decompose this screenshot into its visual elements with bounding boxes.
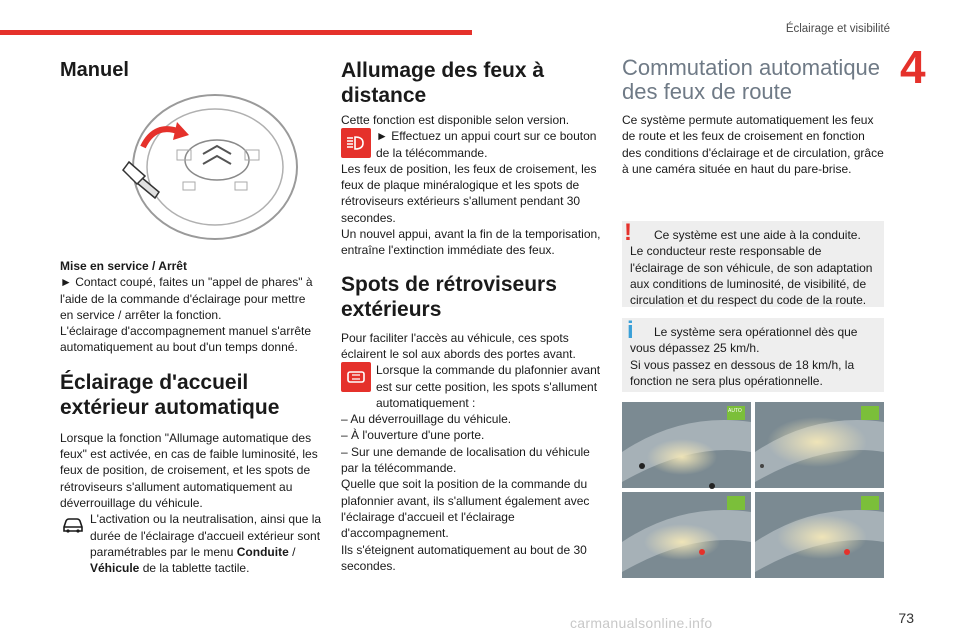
remote-button-note [341,128,606,161]
heading-eclairage-accueil: Éclairage d'accueil extérieur automatique [60,370,280,419]
car-icon [60,513,86,543]
auto-badge-label: AUTO [728,408,742,414]
warning-text: Ce système est une aide à la conduite. Le conducteur reste responsable de l'éclairage de son véhicule, de son adaptation aux conditions de luminosité, de visibilité, de circulation et du respect du code de la route. [630,228,873,308]
paragraph: ► Effectuez un appui court sur ce bouton de la télécommande. [376,129,597,160]
paragraph: Ils s'éteignent automatiquement au bout de 30 secondes. [341,542,587,573]
paragraph: Pour faciliter l'accès au véhicule, ces spots éclairent le sol aux abords des portes avant. [341,330,576,361]
warning-icon: ! [624,219,632,246]
paragraph: Lorsque la fonction "Allumage automatique des feux" est activée, en cas de faible luminosité, les feux de position, de croisement, et les spots de rétroviseurs s'allument automatiquement au déverrouillage du véhicule. [60,430,318,510]
heading-manuel: Manuel [60,59,129,81]
info-text: Le système sera opérationnel dès que vous dépassez 25 km/h. [630,325,858,356]
paragraph: Un nouvel appui, avant la fin de la temporisation, entraîne l'extinction immédiate des feux. [341,227,601,258]
headlight-road-illustration [622,402,884,578]
watermark: carmanualsonline.info [570,615,713,631]
warning-note [622,221,884,307]
paragraph: Quelle que soit la position de la commande du plafonnier avant, ils s'allument également avec l'éclairage d'accueil et l'éclairage d'accompagnement. [341,477,590,541]
text-span: / [288,544,296,559]
header-accent-bar [0,30,472,35]
menu-conduite: Conduite [236,544,289,559]
paragraph: Lorsque la commande du plafonnier avant est sur cette position, les spots s'allument automatiquement : [376,363,601,410]
info-note [622,318,884,392]
page-number: 73 [898,610,914,626]
setting-note [60,511,322,576]
heading-allumage-distance: Allumage des feux à distance [341,59,545,107]
column-3 [622,56,884,177]
column-2 [341,58,606,574]
paragraph: Ce système permute automatiquement les feux de route et les feux de croisement en fonction des conditions d'éclairage et de circulation, grâce à une caméra située en haut du pare-brise. [622,113,884,176]
list-item: – Au déverrouillage du véhicule. [341,412,512,427]
info-text: Si vous passez en dessous de 18 km/h, la fonction ne sera plus opérationnelle. [630,357,855,388]
subhead-mise-en-service: Mise en service / Arrêt [60,259,187,273]
menu-vehicule: Véhicule [90,561,140,576]
paragraph: Cette fonction est disponible selon version. [341,113,570,127]
paragraph: ► Contact coupé, faites un "appel de phares" à l'aide de la commande d'éclairage pour mettre en service / arrêter la fonction. [60,275,313,322]
section-title: Éclairage et visibilité [785,23,890,35]
text-span: L'activation ou la neutralisation, ainsi que la durée de l'éclairage d'accueil extérieur sont paramétrables par le menu [90,512,322,559]
heading-spots-retroviseurs: Spots de rétroviseurs extérieurs [341,272,557,321]
list-item: – À l'ouverture d'une porte. [341,428,485,443]
text-span: de la tablette tactile. [139,561,250,576]
steering-wheel-illustration [85,92,305,242]
list-item: – Sur une demande de localisation du véhicule par la télécommande. [341,444,590,476]
chapter-number: 4 [900,41,926,93]
info-icon: i [627,317,634,344]
heading-commutation: Commutation automatique des feux de route [622,55,881,104]
column-1 [60,58,322,576]
ceiling-light-icon [341,362,371,392]
ceiling-light-note [341,362,606,411]
paragraph: L'éclairage d'accompagnement manuel s'arrête automatiquement au bout d'un temps donné. [60,324,312,355]
paragraph: Les feux de position, les feux de croisement, les feux de plaque minéralogique et les spots de rétroviseurs extérieurs s'allument pendant 30 secondes. [341,161,597,225]
paragraph [90,511,322,576]
headlight-remote-icon [341,128,371,158]
